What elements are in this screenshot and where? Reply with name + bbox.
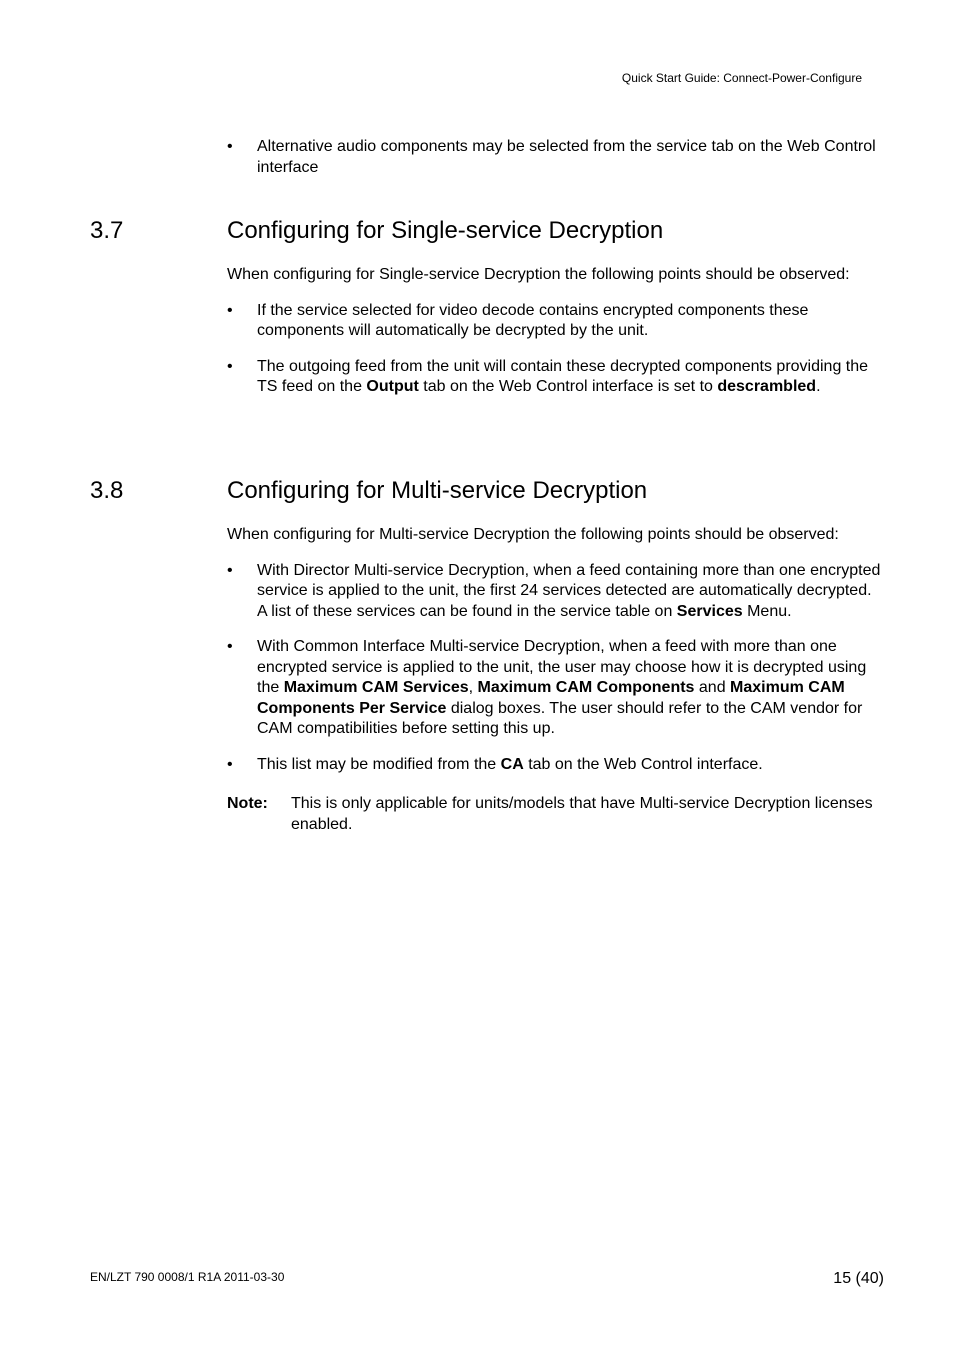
list-item — [227, 637, 882, 740]
ui-term: Maximum CAM Components — [477, 679, 695, 696]
bullet-icon: • — [227, 638, 233, 655]
ui-term: Output — [366, 378, 419, 395]
list-item — [227, 137, 882, 178]
section-intro: When configuring for Multi-service Decryption the following points should be observed: — [227, 526, 839, 543]
footer-doc-info — [90, 1270, 284, 1284]
doc-date: 2011-03-30 — [223, 1270, 285, 1284]
section-title: Configuring for Single-service Decryption — [227, 217, 664, 244]
list-item-text: The outgoing feed from the unit will contain these decrypted components providing the TS feed on the Output tab on the Web Control interface is set to descrambled. — [257, 357, 869, 395]
section-number: 3.8 — [90, 477, 124, 504]
bullet-icon: • — [227, 561, 233, 579]
list-item-text: If the service selected for video decode contains encrypted components these components will automatically be decrypted by the unit. — [257, 301, 809, 339]
section-number: 3.7 — [90, 217, 124, 244]
section-title: Configuring for Multi-service Decryption — [227, 477, 648, 504]
ui-term: Services — [676, 602, 743, 620]
running-header: Quick Start Guide: Connect-Power-Configure — [621, 71, 862, 85]
bullet-icon: • — [227, 357, 233, 375]
list-item — [227, 301, 882, 342]
section-intro: When configuring for Single-service Decryption the following points should be observed: — [227, 266, 850, 283]
section-3-7-body — [227, 265, 882, 398]
note-block — [227, 794, 882, 835]
list-item — [227, 561, 882, 623]
doc-id: EN/LZT 790 0008/1 R1A — [90, 1270, 221, 1284]
note-text: This is only applicable for units/models that have Multi-service Decryption licenses enabled. — [291, 795, 873, 833]
list-item-text: This list may be modified from the CA tab on the Web Control interface. — [257, 755, 763, 773]
ui-term: Maximum CAM Services — [283, 679, 469, 696]
list-item — [227, 755, 882, 776]
page-number: 15 (40) — [833, 1270, 884, 1287]
bullet-icon: • — [227, 755, 233, 773]
ui-term: CA — [500, 755, 524, 773]
intro-bullet-block — [227, 137, 882, 178]
list-item — [227, 357, 882, 398]
list-item-text: With Director Multi-service Decryption, when a feed containing more than one encrypted service is applied to the unit, the first 24 services detected are automatically decrypted. A list of these services can be found in the service table on Services Menu. — [257, 561, 881, 620]
bullet-icon: • — [227, 138, 233, 155]
bullet-icon: • — [227, 301, 233, 319]
list-item-text: With Common Interface Multi-service Decryption, when a feed with more than one encrypted service is applied to the unit, the user may choose how it is decrypted using the Maximum CAM Services, Maximum CAM Components and Maximum CAM Components Per Service dialog boxes. The user should refer to the CAM vendor for CAM compatibilities before setting this up. — [257, 638, 867, 737]
ui-term: descrambled — [717, 378, 817, 395]
note-label: Note: — [227, 795, 268, 812]
ui-term: Maximum CAM Components Per Service — [257, 679, 845, 717]
list-item-text: Alternative audio components may be selected from the service tab on the Web Control interface — [257, 138, 876, 176]
section-3-8-body — [227, 525, 882, 835]
